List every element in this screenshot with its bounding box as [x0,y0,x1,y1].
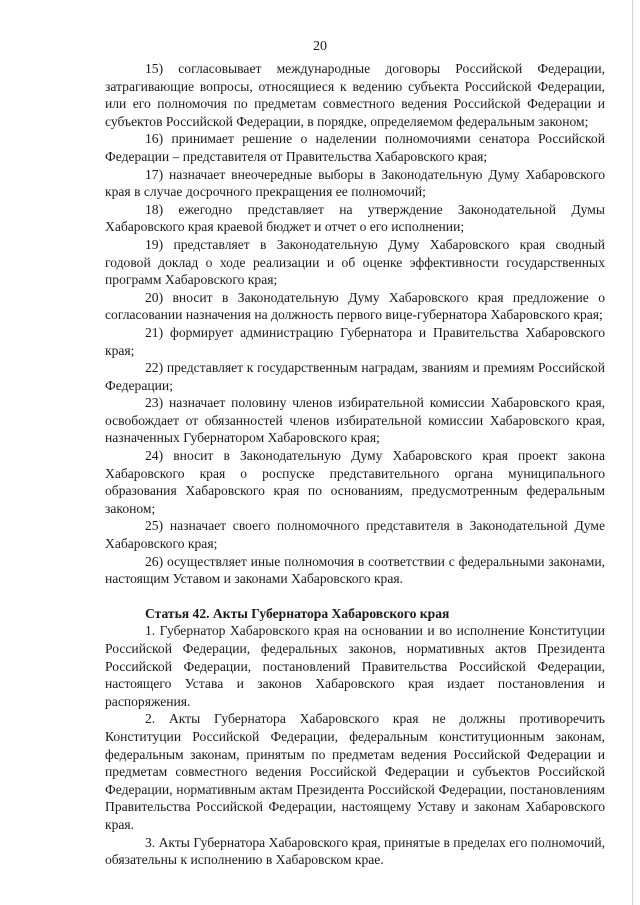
list-item-19: 19) представляет в Законодательную Думу Хабаровского края сводный годовой доклад о ходе реализации и об оценке эффективности государственных программ Хабаровского края; [105,236,605,288]
scan-edge-line [632,0,633,905]
list-item-21: 21) формирует администрацию Губернатора и Правительства Хабаровского края; [105,324,605,358]
page-number: 20 [313,39,327,54]
list-item-25: 25) назначает своего полномочного представителя в Законодательной Думе Хабаровского края; [105,518,605,552]
list-item-22: 22) представляет к государственным наградам, званиям и премиям Российской Федерации; [105,360,605,393]
article-paragraph-1: 1. Губернатор Хабаровского края на основании и во исполнение Конституции Российской Федерации, федеральных законов, нормативных актов Президента Российской Федерации, постановлений Правительства Российской Федерации, настоящего Устава и законов Хабаровского края издает постановления и распоряжения. [105,623,605,709]
article-paragraph-3: 3. Акты Губернатора Хабаровского края, принятые в пределах его полномочий, обязательны к исполнению в Хабаровском крае. [105,834,605,868]
list-item-20: 20) вносит в Законодательную Думу Хабаровского края предложение о согласовании назначения на должность первого вице-губернатора Хабаровского края; [105,289,605,323]
list-item-15: 15) согласовывает международные договоры Российской Федерации, затрагивающие вопросы, относящиеся к ведению субъекта Российской Федерации, или его полномочия по предметам совместного ведения Российской Федерации и субъектов Российской Федерации, в порядке, определяемом федеральным законом; [105,61,605,129]
list-item-26: 26) осуществляет иные полномочия в соответствии с федеральными законами, настоящим Уставом и законами Хабаровского края. [105,553,605,587]
list-item-17: 17) назначает внеочередные выборы в Законодательную Думу Хабаровского края в случае досрочного прекращения ее полномочий; [105,166,605,200]
list-item-16: 16) принимает решение о наделении полномочиями сенатора Российской Федерации – представителя от Правительства Хабаровского края; [105,131,605,164]
article-paragraph-2: 2. Акты Губернатора Хабаровского края не должны противоречить Конституции Российской Федерации, федеральным конституционным законам, федеральным законам, принятым по предметам ведения Российской Федерации и предметам совместного ведения Российской Федерации и субъектов Российской Федерации, нормативным актам Президента Российской Федерации, постановлениям Правительства Российской Федерации, настоящему Уставу и законам Хабаровского края. [105,711,605,832]
list-item-24: 24) вносит в Законодательную Думу Хабаровского края проект закона Хабаровского края о роспуске представительного органа муниципального образования Хабаровского края по основаниям, предусмотренным федеральным законом; [105,448,605,516]
list-item-18: 18) ежегодно представляет на утверждение Законодательной Думы Хабаровского края краевой бюджет и отчет о его исполнении; [105,201,605,235]
list-item-23: 23) назначает половину членов избирательной комиссии Хабаровского края, освобождает от обязанностей членов избирательной комиссии Хабаровского края, назначенных Губернатором Хабаровского края; [105,395,605,446]
article-heading: Статья 42. Акты Губернатора Хабаровского края [145,605,450,621]
document-body [105,60,605,869]
